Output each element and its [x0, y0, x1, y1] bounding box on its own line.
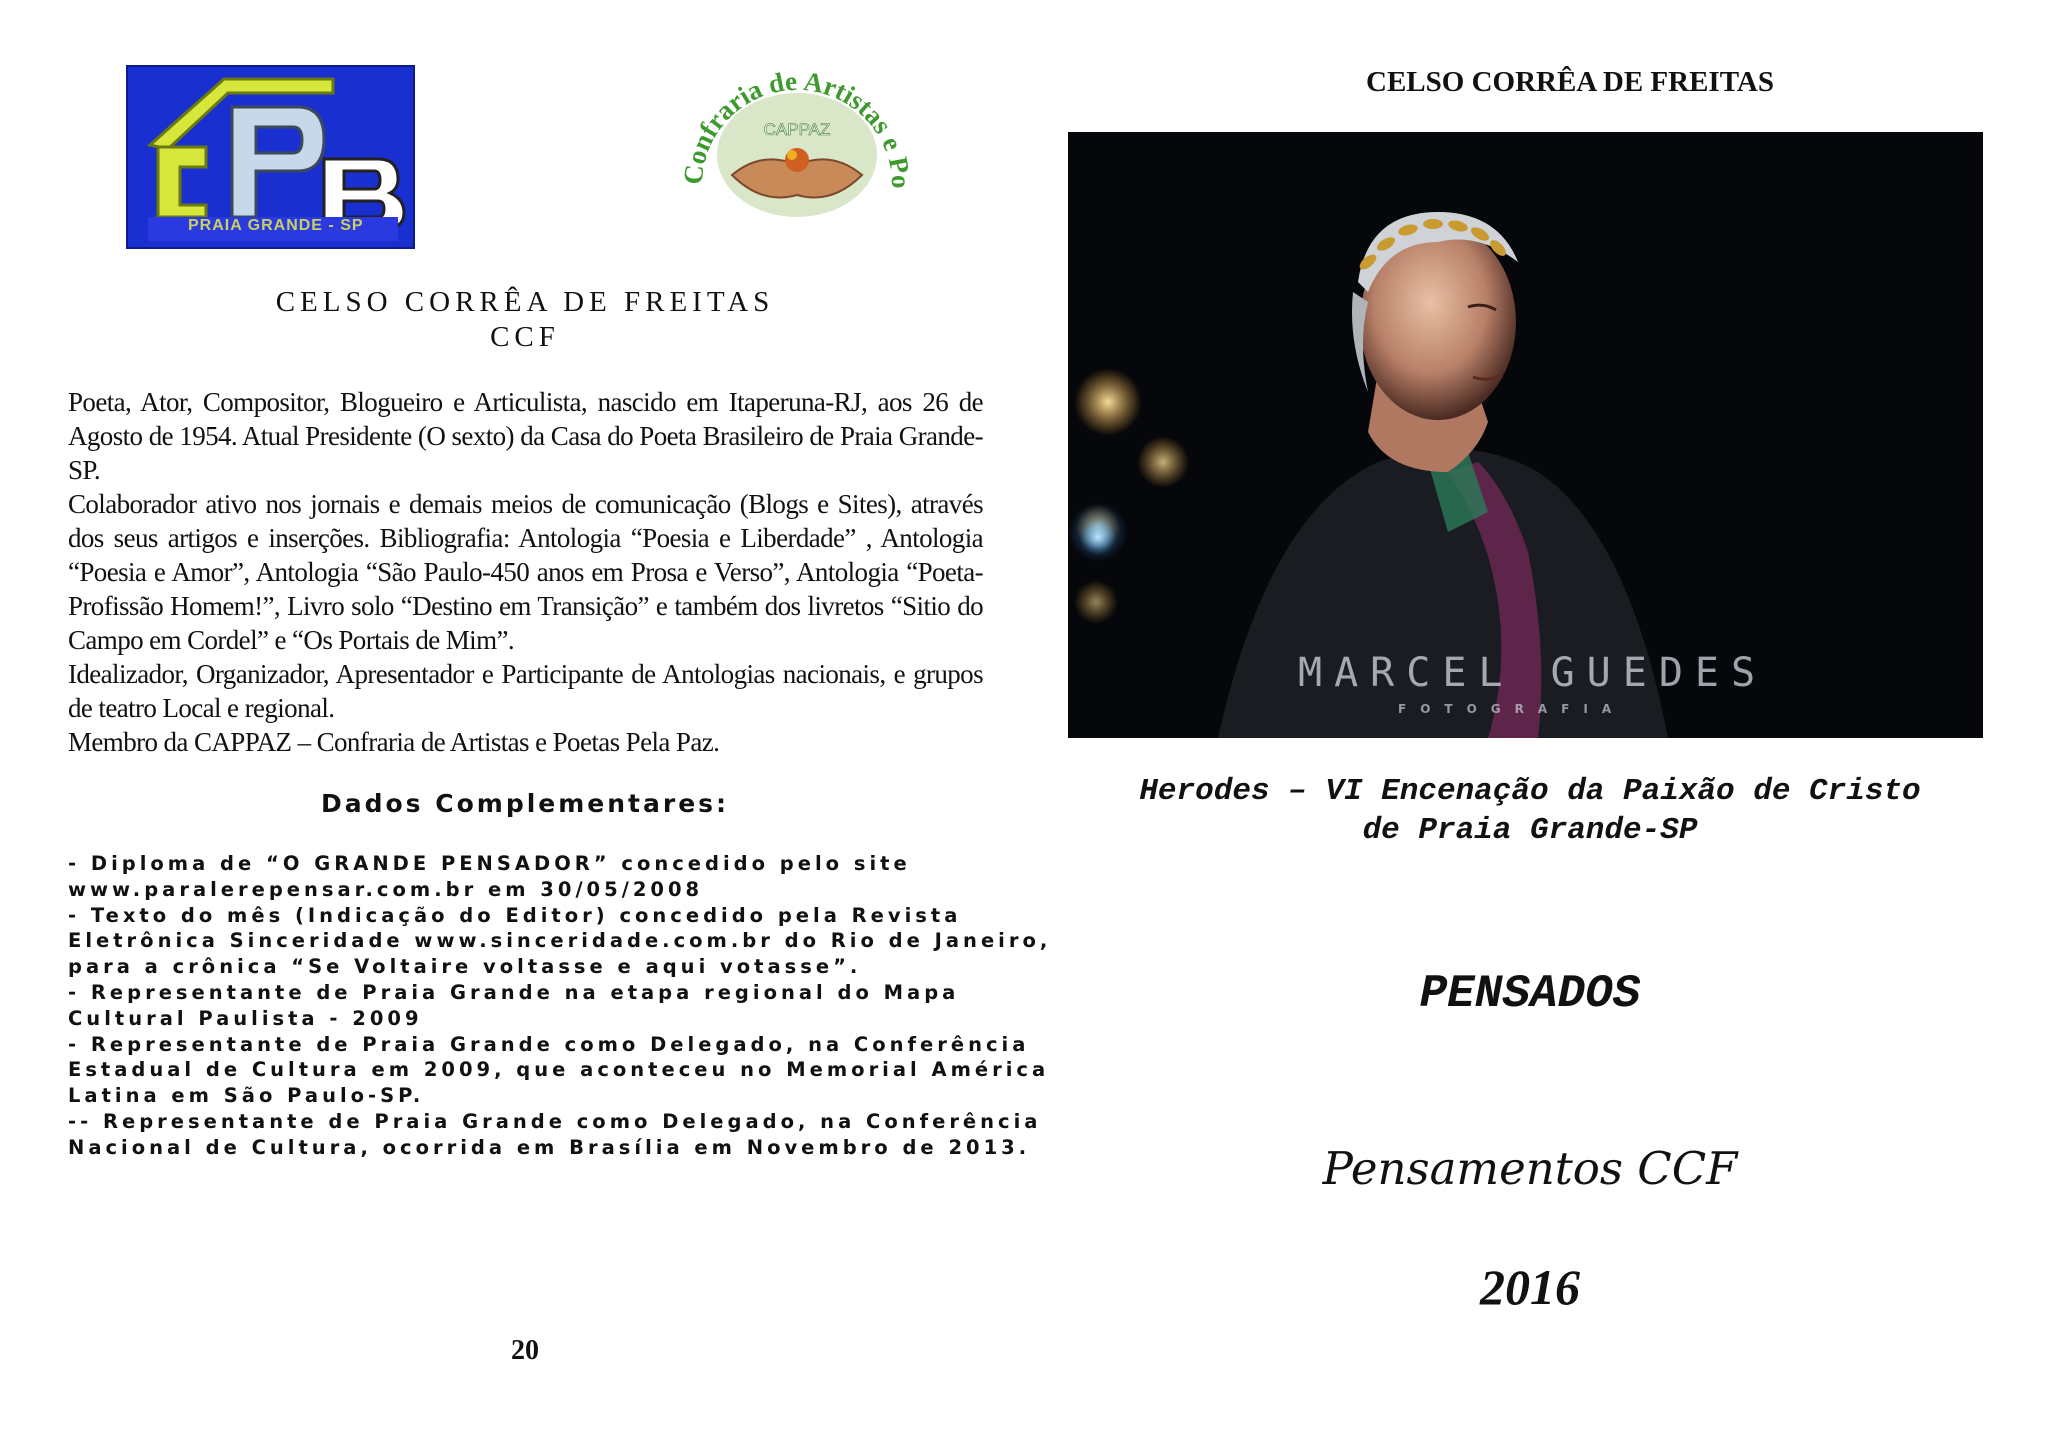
book-year: 2016	[1480, 1259, 1580, 1315]
cappaz-logo-top-text: CAPPAZ	[763, 120, 831, 139]
dados-line: - Diploma de “O GRANDE PENSADOR” concedido pelo site	[68, 852, 911, 875]
author-abbreviation: CCF	[490, 321, 560, 353]
dados-line: -- Representante de Praia Grande como Delegado, na Conferência	[68, 1109, 1042, 1133]
page-number: 20	[511, 1335, 539, 1366]
dados-line: - Texto do mês (Indicação do Editor) concedido pela Revista	[68, 903, 962, 927]
cappaz-logo-ring-text: Confraria de Artistas e Po	[677, 65, 917, 189]
cappaz-logo	[662, 55, 932, 255]
dados-line: para a crônica “Se Voltaire voltasse e aqui votasse”.	[68, 955, 862, 979]
dados-line: Latina em São Paulo-SP.	[68, 1084, 425, 1108]
book-title: PENSADOS	[1419, 968, 1641, 1020]
dados-line: - Representante de Praia Grande como Delegado, na Conferência	[68, 1032, 1030, 1056]
dados-line: Nacional de Cultura, ocorrida em Brasília em Novembro de 2013.	[68, 1135, 1031, 1159]
dados-line: Cultural Paulista - 2009	[68, 1006, 423, 1030]
cpb-logo-text: PRAIA GRANDE - SP	[188, 217, 364, 234]
photo-caption-line: Herodes – VI Encenação da Paixão de Cristo	[1139, 774, 1921, 809]
photo-caption-line: de Praia Grande-SP	[1362, 813, 1698, 848]
bio-paragraph: Membro da CAPPAZ – Confraria de Artistas e Poetas Pela Paz.	[68, 727, 720, 757]
photo-watermark-sub: FOTOGRAFIA	[1398, 702, 1626, 716]
photo-watermark: MARCEL GUEDES	[1298, 650, 1768, 696]
bio-paragraph: Idealizador, Organizador, Apresentador e Participante de Antologias nacionais, e grupos de teatro Local e regional.	[68, 659, 983, 723]
book-author: CELSO CORRÊA DE FREITAS	[1366, 66, 1774, 98]
dados-line: - Representante de Praia Grande na etapa regional do Mapa	[68, 980, 960, 1004]
actor-photo	[1068, 132, 1983, 738]
dados-line: Eletrônica Sinceridade www.sinceridade.com.br do Rio de Janeiro,	[68, 929, 1052, 953]
author-name: CELSO CORRÊA DE FREITAS	[275, 286, 775, 318]
cpb-logo	[126, 65, 415, 249]
author-biography	[68, 385, 983, 759]
dados-line: www.paralerepensar.com.br em 30/05/2008	[68, 877, 704, 901]
dados-complementares-heading: Dados Complementares:	[320, 789, 730, 818]
book-subtitle: Pensamentos CCF	[1322, 1142, 1738, 1195]
bio-paragraph: Colaborador ativo nos jornais e demais meios de comunicação (Blogs e Sites), através dos seus artigos e inserções. Bibliografia: Antologia “Poesia e Liberdade” , Antologia “Poesia e Amor”, Antologia “São Paulo-450 anos em Prosa e Verso”, Antologia “Poeta-Profissão Homem!”, Livro solo “Destino em Transição” e também dos livretos “Sitio do Campo em Cordel” e “Os Portais de Mim”.	[68, 489, 983, 655]
dados-complementares-list	[68, 851, 1052, 1161]
photo-caption	[1080, 772, 1980, 850]
bio-paragraph: Poeta, Ator, Compositor, Blogueiro e Articulista, nascido em Itaperuna-RJ, aos 26 de Agosto de 1954. Atual Presidente (O sexto) da Casa do Poeta Brasileiro de Praia Grande-SP.	[68, 387, 983, 485]
dados-line: Estadual de Cultura em 2009, que aconteceu no Memorial América	[68, 1058, 1050, 1082]
